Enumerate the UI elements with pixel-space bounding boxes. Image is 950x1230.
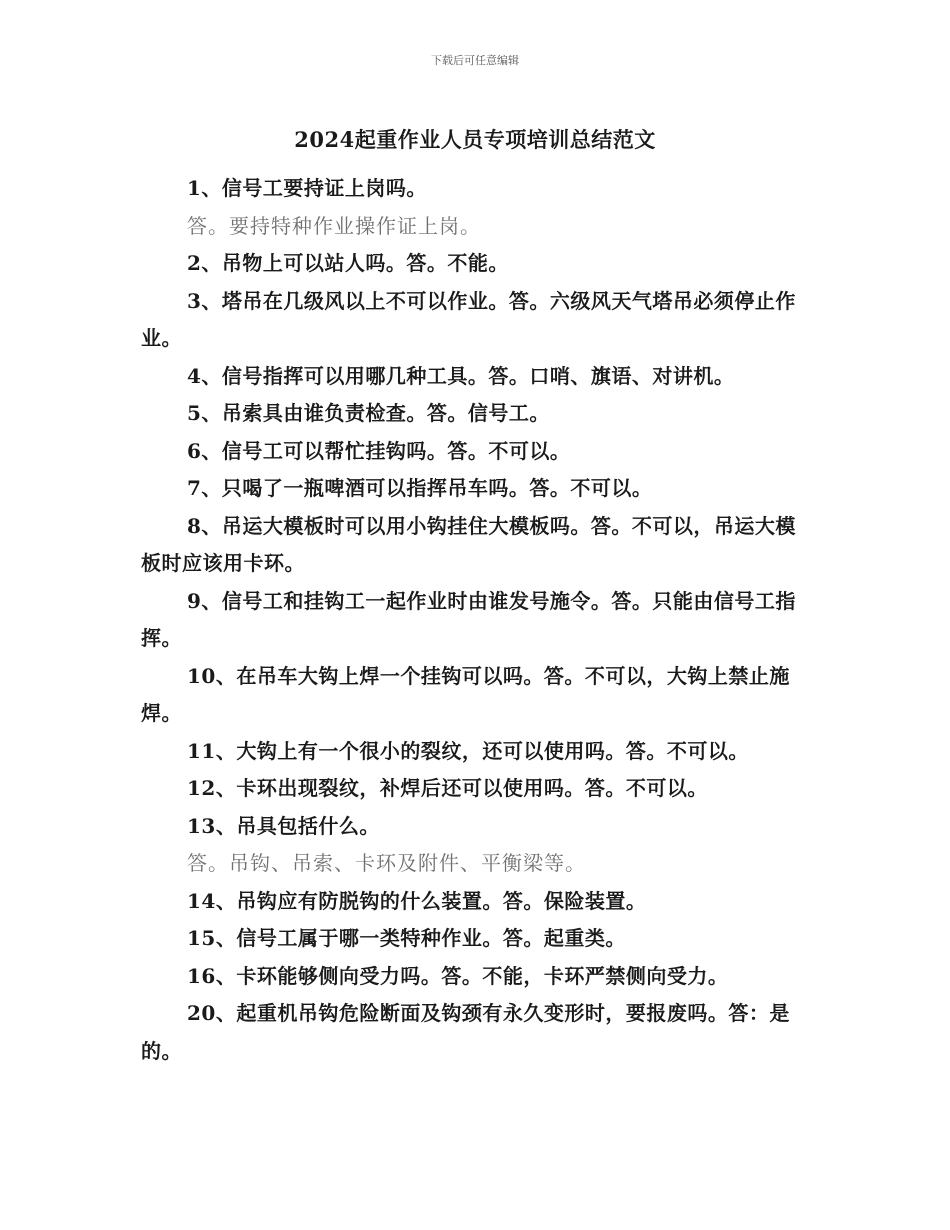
paragraph-3: 3、塔吊在几级风以上不可以作业。答。六级风天气塔吊必须停止作业。 bbox=[141, 288, 796, 350]
paragraph-10: 10、在吊车大钩上焊一个挂钩可以吗。答。不可以，大钩上禁止施焊。 bbox=[141, 663, 790, 725]
paragraph-11: 11、大钩上有一个很小的裂纹，还可以使用吗。答。不可以。 bbox=[187, 738, 749, 763]
document-body bbox=[141, 170, 816, 1070]
paragraph-7: 7、只喝了一瓶啤酒可以指挥吊车吗。答。不可以。 bbox=[187, 476, 653, 500]
paragraph-8: 8、吊运大模板时可以用小钩挂住大模板吗。答。不可以，吊运大模板时应该用卡环。 bbox=[141, 513, 796, 575]
paragraph-6: 6、信号工可以帮忙挂钩吗。答。不可以。 bbox=[187, 438, 571, 463]
paragraph-4: 4、信号指挥可以用哪几种工具。答。口哨、旗语、对讲机。 bbox=[187, 363, 735, 388]
answer-1: 答。要持特种作业操作证上岗。 bbox=[187, 213, 481, 238]
document-title: 2024起重作业人员专项培训总结范文 bbox=[294, 127, 656, 152]
answer-13: 答。吊钩、吊索、卡环及附件、平衡梁等。 bbox=[187, 851, 586, 875]
paragraph-12: 12、卡环出现裂纹，补焊后还可以使用吗。答。不可以。 bbox=[187, 776, 708, 800]
paragraph-2: 2、吊物上可以站人吗。答。不能。 bbox=[187, 251, 509, 275]
page-header-note: 下载后可任意编辑 bbox=[431, 54, 519, 67]
paragraph-1: 1、信号工要持证上岗吗。 bbox=[187, 176, 427, 200]
paragraph-5: 5、吊索具由谁负责检查。答。信号工。 bbox=[187, 401, 550, 425]
paragraph-15: 15、信号工属于哪一类特种作业。答。起重类。 bbox=[187, 926, 626, 950]
paragraph-16: 16、卡环能够侧向受力吗。答。不能，卡环严禁侧向受力。 bbox=[187, 963, 729, 988]
paragraph-9: 9、信号工和挂钩工一起作业时由谁发号施令。答。只能由信号工指挥。 bbox=[141, 588, 796, 650]
paragraph-13: 13、吊具包括什么。 bbox=[187, 813, 380, 838]
paragraph-20: 20、起重机吊钩危险断面及钩颈有永久变形时，要报废吗。答：是的。 bbox=[141, 1001, 790, 1063]
paragraph-14: 14、吊钩应有防脱钩的什么装置。答。保险装置。 bbox=[187, 888, 647, 913]
